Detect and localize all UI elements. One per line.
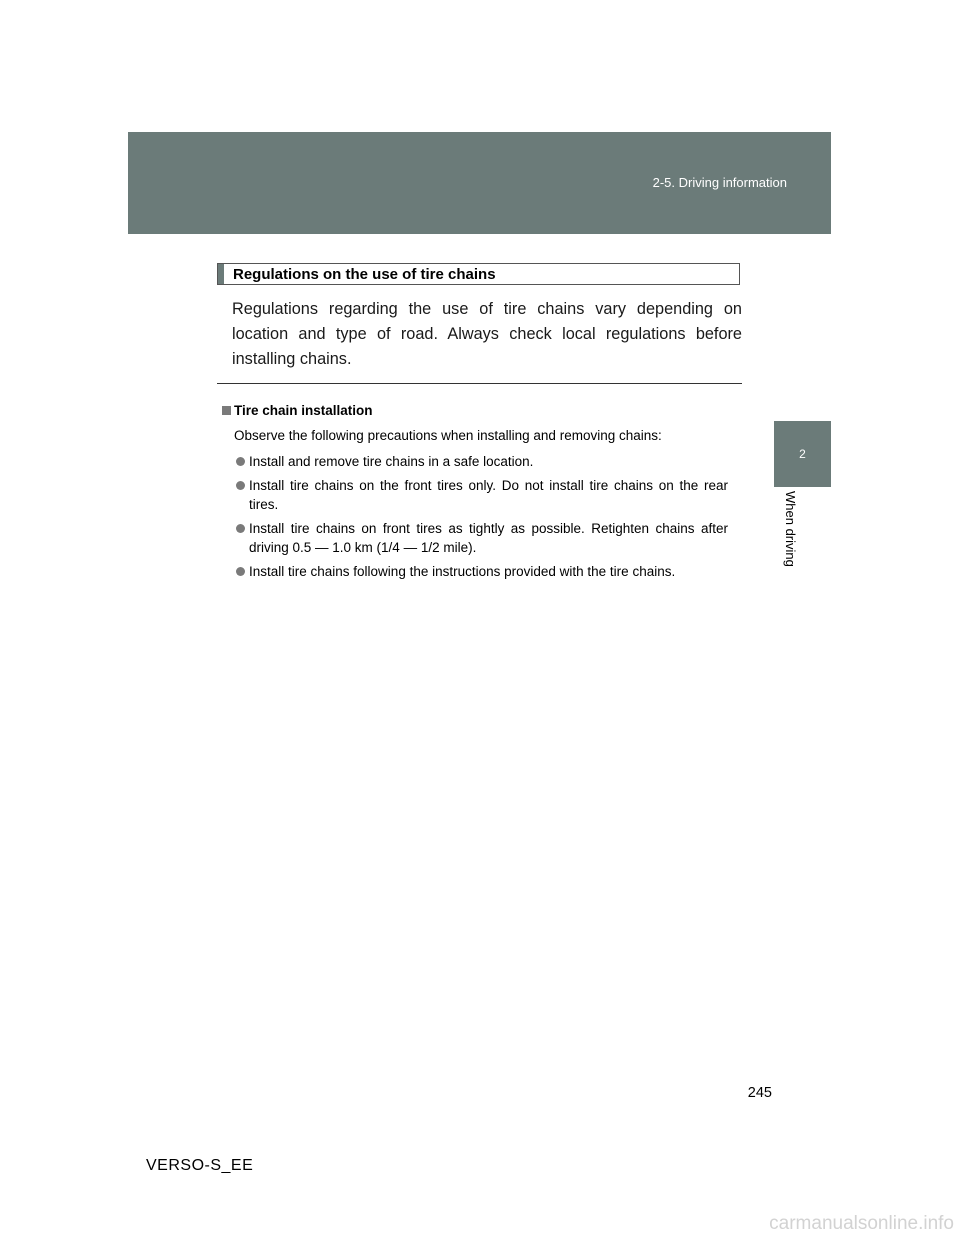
list-item-text: Install tire chains on the front tires only. Do not install tire chains on the rear tires. bbox=[249, 478, 728, 512]
dot-icon bbox=[236, 524, 245, 533]
list-item-text: Install tire chains on front tires as tightly as possible. Retighten chains after driving 0.5 — 1.0 km (1/4 — 1/2 mile). bbox=[249, 521, 728, 555]
section-heading: Regulations on the use of tire chains bbox=[233, 265, 496, 283]
list-item bbox=[236, 562, 728, 581]
square-icon bbox=[222, 406, 231, 415]
divider bbox=[217, 383, 742, 384]
list-item-text: Install and remove tire chains in a safe location. bbox=[249, 454, 534, 469]
list-item bbox=[236, 476, 728, 514]
section-heading-box bbox=[217, 263, 740, 285]
subsection-lead: Observe the following precautions when installing and removing chains: bbox=[234, 428, 662, 443]
dot-icon bbox=[236, 481, 245, 490]
subsection-heading bbox=[222, 403, 373, 418]
subsection-title: Tire chain installation bbox=[234, 403, 373, 418]
dot-icon bbox=[236, 567, 245, 576]
chapter-title: When driving bbox=[783, 491, 798, 567]
list-item-text: Install tire chains following the instructions provided with the tire chains. bbox=[249, 564, 676, 579]
document-code: VERSO-S_EE bbox=[146, 1157, 254, 1174]
dot-icon bbox=[236, 457, 245, 466]
page-number: 245 bbox=[747, 1085, 772, 1101]
list-item bbox=[236, 519, 728, 557]
list-item bbox=[236, 452, 728, 471]
section-label: 2-5. Driving information bbox=[652, 175, 787, 190]
intro-paragraph: Regulations regarding the use of tire chains vary depending on location and type of road. Always check local regulations before installing chains. bbox=[232, 300, 742, 368]
chapter-tab bbox=[774, 421, 831, 487]
chapter-number: 2 bbox=[799, 447, 806, 461]
bullet-list bbox=[236, 452, 728, 586]
header-band bbox=[128, 132, 831, 234]
watermark: carmanualsonline.info bbox=[769, 1213, 954, 1234]
